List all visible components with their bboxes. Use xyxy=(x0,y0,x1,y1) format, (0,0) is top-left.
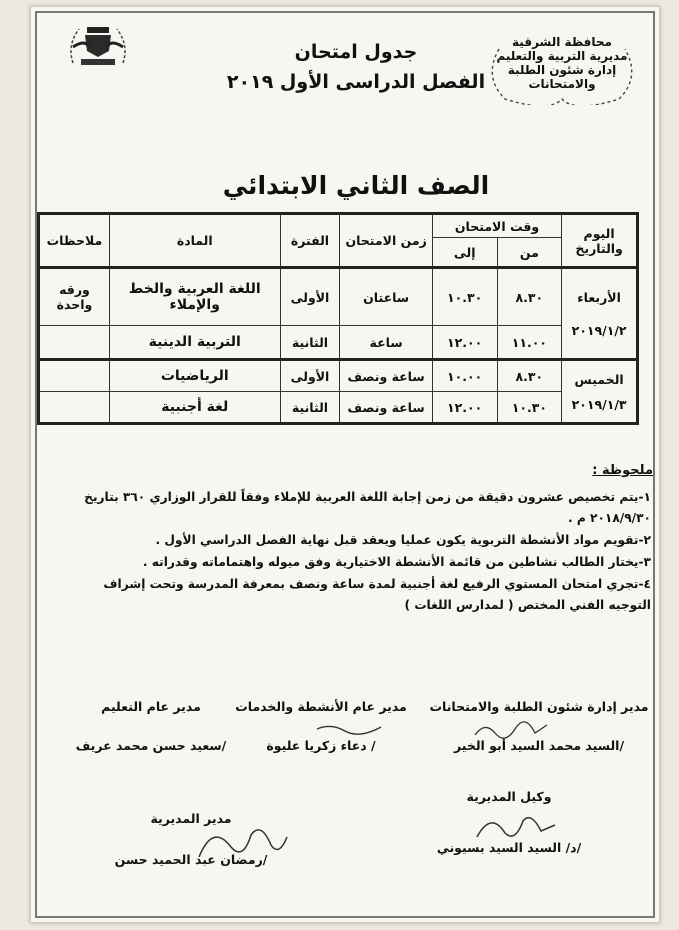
exam-schedule-table xyxy=(37,212,639,425)
signature-title: مدير عام الأنشطة والخدمات xyxy=(235,699,407,714)
notes-cell xyxy=(39,326,110,360)
day-date: ٢٠١٩/١/٣ xyxy=(571,396,627,412)
header-exam-time: وقت الامتحان xyxy=(432,214,561,238)
note-item: ٢-تقويم مواد الأنشطة التربوية يكون عمليا ويعقد قبل نهاية الفصل الدراسي الأول . xyxy=(155,533,651,547)
signature-title: مدير عام التعليم xyxy=(101,699,201,714)
header-duration: زمن الامتحان xyxy=(340,214,433,268)
subject-cell: لغة أجنبية xyxy=(109,392,280,424)
day-date: ٢٠١٩/١/٢ xyxy=(571,322,627,338)
time-to: ١٠.٣٠ xyxy=(432,268,497,326)
duration-cell: ساعة ونصف xyxy=(340,392,433,424)
time-from: ٨.٣٠ xyxy=(497,360,562,392)
signature-title: مدير إدارة شئون الطلبة والامتحانات xyxy=(429,699,649,714)
note-item: ١-يتم تخصيص عشرون دقيقة من زمن إجابة اللغة العربية للإملاء وفقاً للقرار الوزاري ٣٦٠ بتاريخ ٢٠١٨/٩/٣٠ م . xyxy=(84,490,651,525)
notes-list xyxy=(79,487,651,617)
signature-title: وكيل المديرية xyxy=(466,789,552,804)
time-to: ١٢.٠٠ xyxy=(432,392,497,424)
header-period: الفترة xyxy=(280,214,340,268)
time-to: ١٠.٠٠ xyxy=(432,360,497,392)
handwritten-signature xyxy=(471,719,551,741)
title-main: جدول امتحان xyxy=(294,41,418,63)
table-row xyxy=(39,268,638,326)
note-item: ٤-تجري امتحان المستوي الرفيع لغة أجنبية لمدة ساعة ونصف بمعرفة المدرسة وتحت إشراف التوجيه الفني المختص ( لمدارس اللغات ) xyxy=(103,577,651,612)
governorate-name: محافظة الشرقية xyxy=(512,35,612,49)
header-to: إلى xyxy=(432,238,497,268)
day-cell xyxy=(562,268,638,360)
notes-cell xyxy=(39,392,110,424)
subject-cell: اللغة العربية والخط والإملاء xyxy=(109,268,280,326)
signature-name: /سعيد حسن محمد عريف xyxy=(75,738,227,753)
laurel-wreath-icon xyxy=(479,43,645,105)
header-from: من xyxy=(497,238,562,268)
signature-name: /د/ السيد السيد بسيوني xyxy=(436,840,582,855)
signature-title: مدير المديرية xyxy=(150,811,232,826)
day-cell xyxy=(562,360,638,424)
signature-block xyxy=(71,699,231,753)
notes-cell: ورقه واحدة xyxy=(39,268,110,326)
grade-heading: الصف الثاني الابتدائي xyxy=(222,171,490,200)
period-cell: الأولى xyxy=(280,268,340,326)
note-item: ٣-يختار الطالب نشاطين من قائمة الأنشطة الاختيارية وفق ميوله واهتماماته وقدراته . xyxy=(142,555,651,569)
page-border xyxy=(35,11,655,918)
directorate-name: مديرية التربية والتعليم xyxy=(496,49,628,63)
header-notes: ملاحظات xyxy=(39,214,110,268)
notes-title: ملحوظة : xyxy=(592,463,653,478)
period-cell: الأولى xyxy=(280,360,340,392)
handwritten-signature xyxy=(311,719,391,739)
department-name: إدارة شئون الطلبة والامتحانات xyxy=(507,63,617,91)
title-term: الفصل الدراسى الأول ٢٠١٩ xyxy=(226,71,486,93)
duration-cell: ساعة xyxy=(340,326,433,360)
time-from: ١٠.٣٠ xyxy=(497,392,562,424)
day-name: الأربعاء xyxy=(577,289,621,305)
time-from: ١١.٠٠ xyxy=(497,326,562,360)
notes-cell xyxy=(39,360,110,392)
signature-block xyxy=(101,811,281,867)
duration-cell: ساعة ونصف xyxy=(340,360,433,392)
table-row xyxy=(39,326,638,360)
period-cell: الثانية xyxy=(280,326,340,360)
signature-name: /رمضان عبد الحميد حسن xyxy=(114,852,268,867)
signature-name: / دعاء زكريا عليوة xyxy=(266,738,376,753)
period-cell: الثانية xyxy=(280,392,340,424)
header-subject: المادة xyxy=(109,214,280,268)
header-day-date: اليوم والتاريخ xyxy=(562,214,638,268)
table-row xyxy=(39,360,638,392)
subject-cell: التربية الدينية xyxy=(109,326,280,360)
egypt-eagle-emblem-icon xyxy=(63,17,133,83)
time-to: ١٢.٠٠ xyxy=(432,326,497,360)
duration-cell: ساعتان xyxy=(340,268,433,326)
subject-cell: الرياضيات xyxy=(109,360,280,392)
signature-name: /السيد محمد السيد أبو الخير xyxy=(453,738,625,753)
time-from: ٨.٣٠ xyxy=(497,268,562,326)
day-name: الخميس xyxy=(574,371,624,387)
document-sheet xyxy=(30,6,660,923)
signature-block xyxy=(419,789,599,855)
schedule-title xyxy=(211,37,501,97)
table-row xyxy=(39,392,638,424)
